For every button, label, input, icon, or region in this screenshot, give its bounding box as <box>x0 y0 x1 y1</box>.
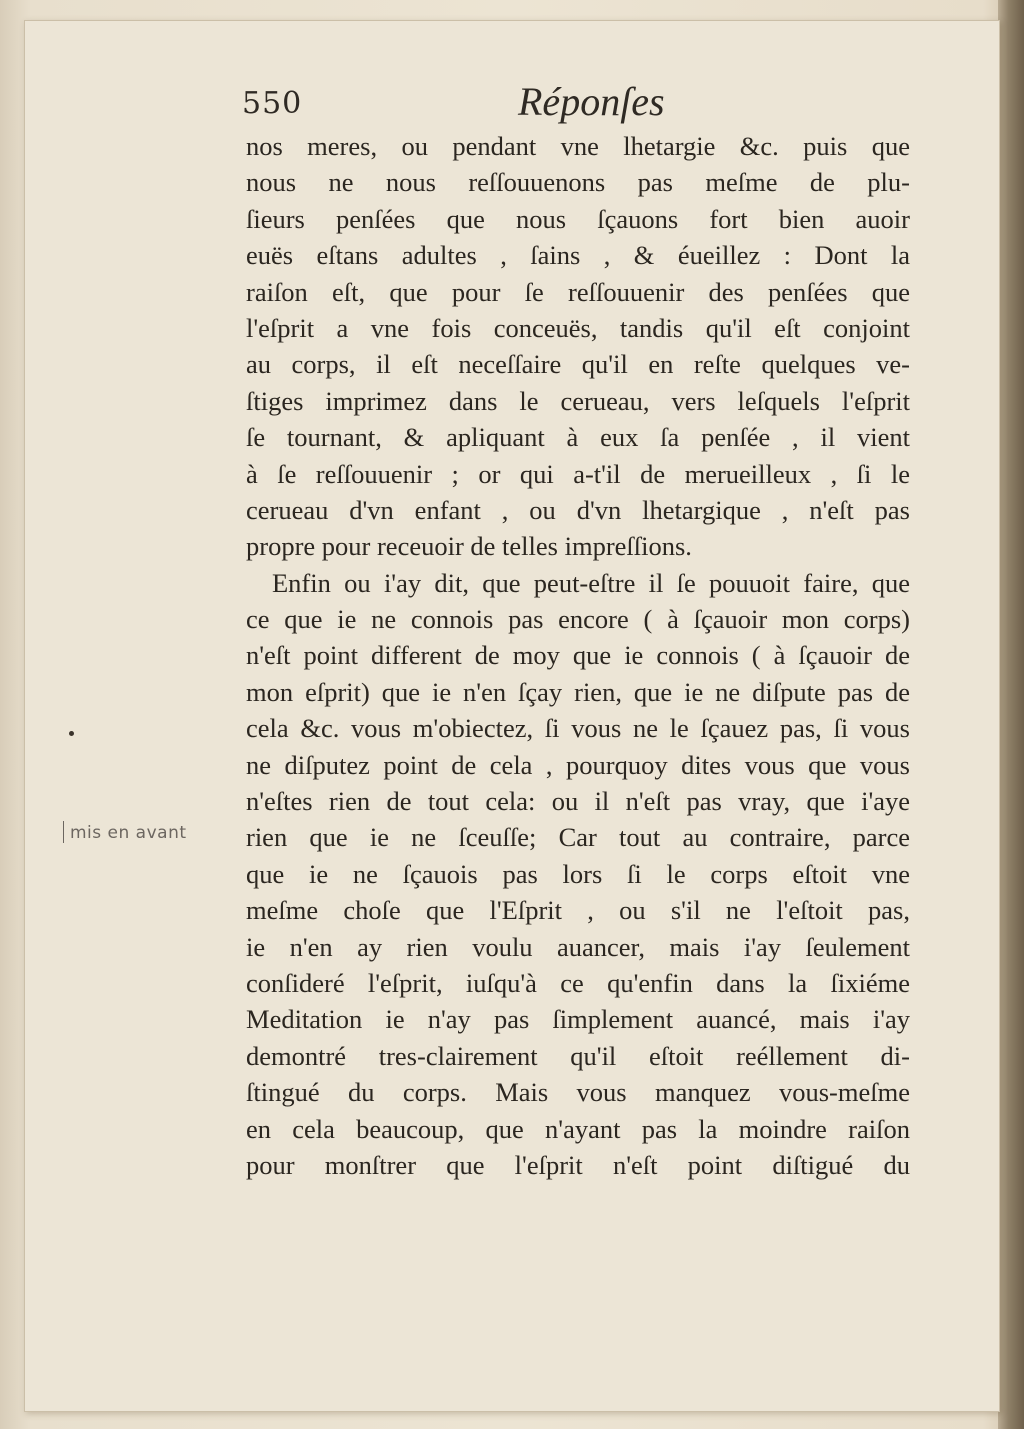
text-line: mon eſprit) que ie n'en ſçay rien, que ie ne diſpute pas de <box>246 676 910 707</box>
text-line: nous ne nous reſſouuenons pas meſme de plu- <box>246 167 910 198</box>
text-line: que ie ne ſçauois pas lors ſi le corps eſtoit vne <box>246 858 910 889</box>
running-head: Réponſes <box>518 79 665 124</box>
text-line: Meditation ie n'ay pas ſimplement auancé, mais i'ay <box>246 1004 910 1035</box>
text-line: demontré tres-clairement qu'il eſtoit reéllement di- <box>246 1040 910 1071</box>
text-line: rien que ie ne ſceuſſe; Car tout au contraire, parce <box>246 822 910 853</box>
body-text <box>246 128 910 1183</box>
text-line: ce que ie ne connois pas encore ( à ſçauoir mon corps) <box>246 604 910 635</box>
text-line: nos meres, ou pendant vne lhetargie &c. puis que <box>246 131 910 161</box>
text-line: meſme choſe que l'Eſprit , ou s'il ne l'eſtoit pas, <box>246 895 910 926</box>
text-line: pour monſtrer que l'eſprit n'eſt point diſtigué du <box>246 1149 910 1180</box>
text-line: à ſe reſſouuenir ; or qui a-t'il de merueilleux , ſi le <box>246 458 910 489</box>
page-number: 550 <box>242 86 303 121</box>
text-line: ſtiges imprimez dans le cerueau, vers leſquels l'eſprit <box>246 385 910 416</box>
text-line: en cela beaucoup, que n'ayant pas la moindre raiſon <box>246 1113 910 1144</box>
text-line: cerueau d'vn enfant , ou d'vn lhetargique , n'eſt pas <box>246 494 910 525</box>
book-spine <box>998 0 1024 1429</box>
handwritten-margin-note: mis en avant <box>63 821 187 843</box>
text-line: Enfin ou i'ay dit, que peut-eſtre il ſe pouuoit faire, que <box>272 567 910 598</box>
text-line: n'eſtes rien de tout cela: ou il n'eſt pas vray, que i'aye <box>246 786 910 817</box>
text-line: propre pour receuoir de telles impreſſions. <box>246 531 692 562</box>
text-line: ſtingué du corps. Mais vous manquez vous-meſme <box>246 1077 910 1108</box>
text-line: cela &c. vous m'obiectez, ſi vous ne le ſçauez pas, ſi vous <box>246 713 910 744</box>
text-line: ne diſputez point de cela , pourquoy dites vous que vous <box>246 749 910 780</box>
text-line: l'eſprit a vne fois conceuës, tandis qu'il eſt conjoint <box>246 312 910 343</box>
text-line: ie n'en ay rien voulu auancer, mais i'ay ſeulement <box>246 931 910 962</box>
text-line: ſieurs penſées que nous ſçauons fort bien auoir <box>246 203 910 234</box>
text-line: conſideré l'eſprit, iuſqu'à ce qu'enfin dans la ſixiéme <box>246 967 910 998</box>
text-line: au corps, il eſt neceſſaire qu'il en reſte quelques ve- <box>246 349 910 380</box>
text-line: raiſon eſt, que pour ſe reſſouuenir des penſées que <box>246 276 910 307</box>
text-line: euës eſtans adultes , ſains , & éueillez : Dont la <box>246 240 910 271</box>
ink-dot-mark <box>69 731 74 736</box>
page-header <box>242 72 922 132</box>
text-line: n'eſt point different de moy que ie connois ( à ſçauoir de <box>246 640 910 671</box>
text-line: ſe tournant, & apliquant à eux ſa penſée , il vient <box>246 422 910 453</box>
